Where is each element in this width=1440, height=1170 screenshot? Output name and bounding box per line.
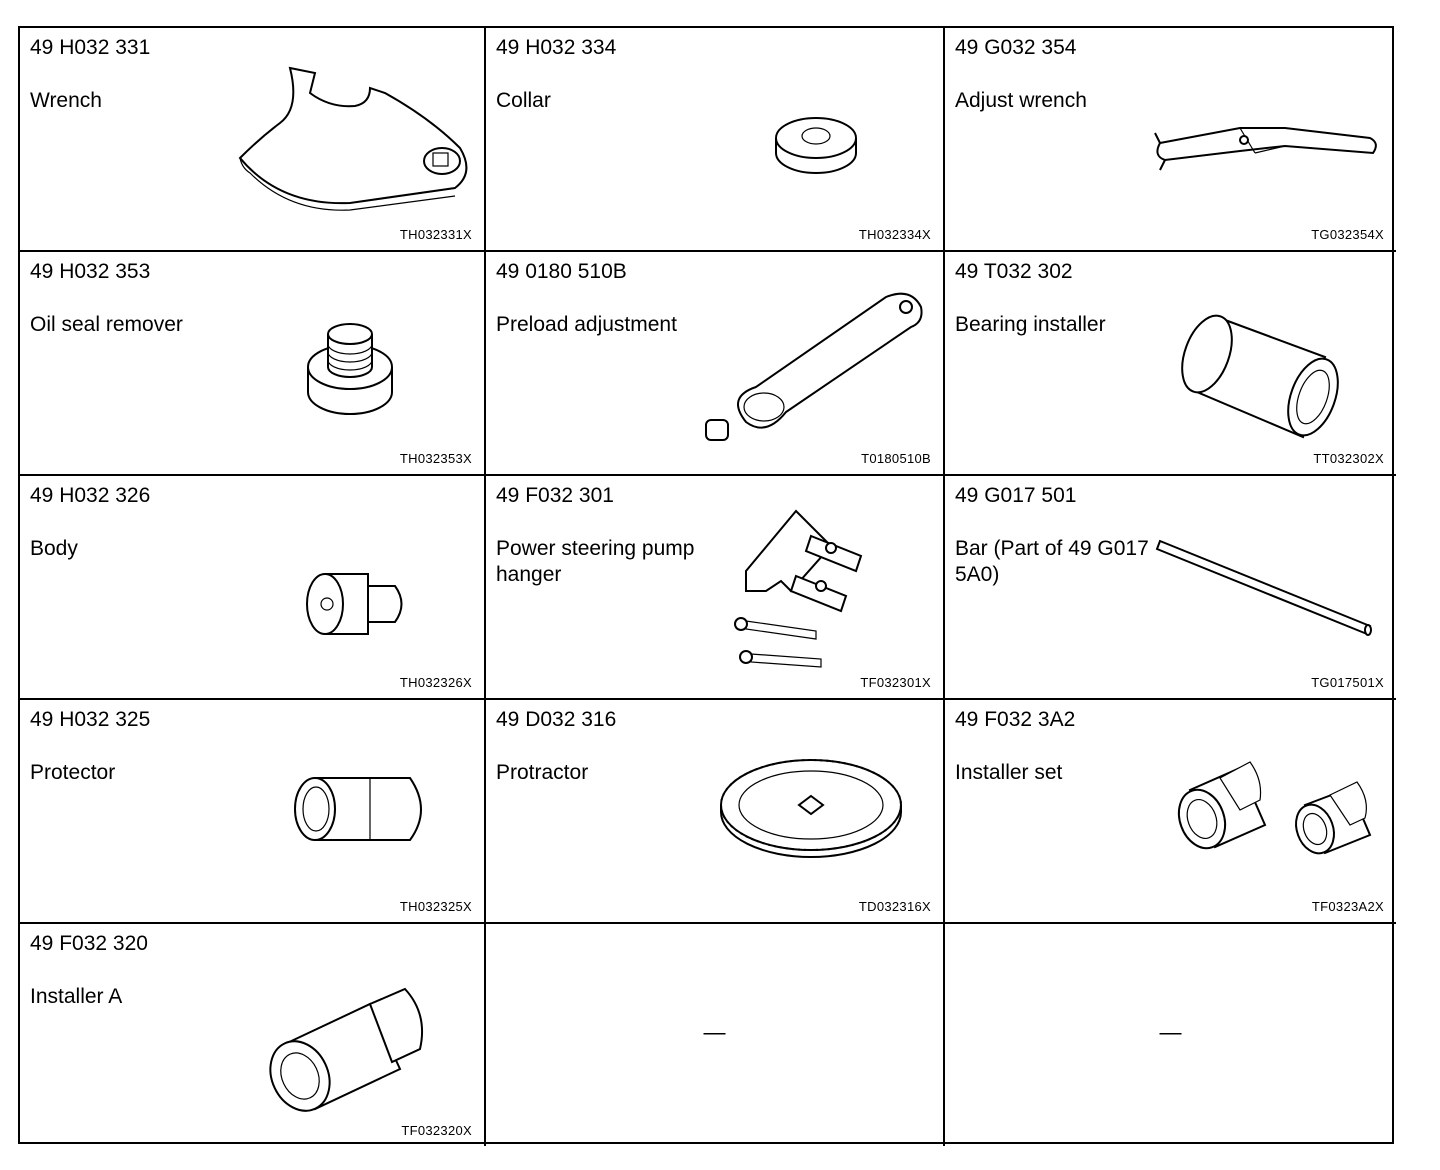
tool-cell-pump-hanger xyxy=(486,476,945,700)
figure-code: TF0323A2X xyxy=(1311,899,1384,914)
part-number: 49 T032 302 xyxy=(955,260,1073,283)
figure-code: TF032301X xyxy=(860,675,931,690)
collar-icon xyxy=(686,48,936,228)
part-number: 49 G032 354 xyxy=(955,36,1077,59)
figure-code: TG017501X xyxy=(1311,675,1384,690)
tool-cell-adjust-wrench xyxy=(945,28,1396,252)
installer-a-icon xyxy=(220,944,470,1124)
oil-seal-remover-icon xyxy=(220,272,470,452)
empty-dash: — xyxy=(703,1019,726,1045)
tool-cell-protractor xyxy=(486,700,945,924)
figure-code: TT032302X xyxy=(1313,451,1384,466)
tool-cell-preload-adjustment xyxy=(486,252,945,476)
tool-cell-body xyxy=(20,476,486,700)
tool-cell-bar xyxy=(945,476,1396,700)
figure-code: TH032326X xyxy=(399,675,472,690)
tool-name: Power steering pump hanger xyxy=(496,537,695,586)
tool-cell-wrench xyxy=(20,28,486,252)
tool-cell-installer-a xyxy=(20,924,486,1146)
empty-cell xyxy=(945,924,1396,1146)
figure-code: TF032320X xyxy=(401,1123,472,1138)
adjust-wrench-icon xyxy=(1145,48,1395,228)
bar-icon xyxy=(1145,496,1395,676)
pump-hanger-icon xyxy=(686,496,936,676)
preload-adjustment-icon xyxy=(686,272,936,452)
figure-code: TG032354X xyxy=(1311,227,1384,242)
tool-name: Oil seal remover xyxy=(30,313,183,336)
figure-code: TD032316X xyxy=(858,899,931,914)
part-number: 49 F032 301 xyxy=(496,484,614,507)
part-number: 49 H032 325 xyxy=(30,708,151,731)
bearing-installer-icon xyxy=(1145,272,1395,452)
tool-name: Collar xyxy=(496,89,551,112)
tool-cell-collar xyxy=(486,28,945,252)
part-number: 49 H032 334 xyxy=(496,36,617,59)
figure-code: TH032331X xyxy=(399,227,472,242)
tool-name: Installer A xyxy=(30,985,123,1008)
tool-cell-protector xyxy=(20,700,486,924)
tool-name: Body xyxy=(30,537,78,560)
empty-cell xyxy=(486,924,945,1146)
part-number: 49 H032 326 xyxy=(30,484,151,507)
installer-set-icon xyxy=(1145,720,1395,900)
tool-name: Preload adjustment xyxy=(496,313,677,336)
tool-name: Protractor xyxy=(496,761,589,784)
figure-code: TH032325X xyxy=(399,899,472,914)
tool-name: Adjust wrench xyxy=(955,89,1087,112)
figure-code: TH032353X xyxy=(399,451,472,466)
wrench-icon xyxy=(220,48,470,228)
tool-name: Wrench xyxy=(30,89,102,112)
part-number: 49 H032 331 xyxy=(30,36,151,59)
part-number: 49 F032 320 xyxy=(30,932,148,955)
empty-dash: — xyxy=(1159,1019,1182,1045)
tool-cell-bearing-installer xyxy=(945,252,1396,476)
protector-icon xyxy=(220,720,470,900)
special-tools-table xyxy=(18,26,1394,1144)
tool-name: Protector xyxy=(30,761,116,784)
part-number: 49 F032 3A2 xyxy=(955,708,1076,731)
protractor-icon xyxy=(686,720,936,900)
tool-name: Installer set xyxy=(955,761,1063,784)
tool-name: Bearing installer xyxy=(955,313,1106,336)
part-number: 49 H032 353 xyxy=(30,260,151,283)
body-icon xyxy=(220,496,470,676)
part-number: 49 D032 316 xyxy=(496,708,617,731)
tool-cell-installer-set xyxy=(945,700,1396,924)
figure-code: T0180510B xyxy=(861,451,931,466)
part-number: 49 G017 501 xyxy=(955,484,1077,507)
tool-cell-oil-seal-remover xyxy=(20,252,486,476)
part-number: 49 0180 510B xyxy=(496,260,627,283)
figure-code: TH032334X xyxy=(858,227,931,242)
tool-name: Bar (Part of 49 G017 5A0) xyxy=(955,537,1149,586)
